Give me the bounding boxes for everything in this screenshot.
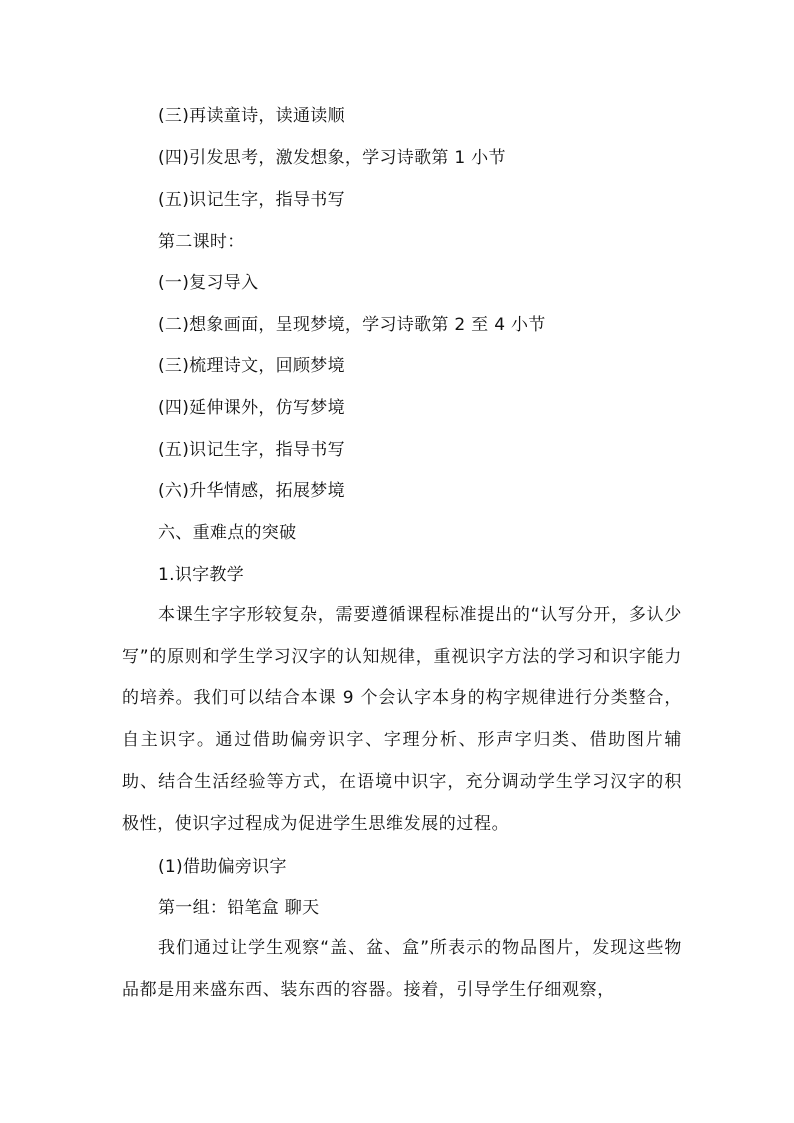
subsection-literacy-heading: 1.识字教学	[158, 565, 245, 585]
outline-item-3: (三)再读童诗，读通读顺	[158, 106, 345, 126]
group-one-title: 第一组：铅笔盒 聊天	[158, 898, 320, 918]
outline-item-4: (四)引发思考，激发想象，学习诗歌第 1 小节	[158, 148, 506, 168]
outline-item-5: (五)识记生字，指导书写	[158, 190, 345, 210]
observation-paragraph: 我们通过让学生观察“盖、盆、盒”所表示的物品图片，发现这些物品都是用来盛东西、装东西的容器。接着，引导学生仔细观察，	[122, 938, 682, 1000]
lesson-two-heading: 第二课时：	[158, 232, 245, 252]
lesson-two-item-5: (五)识记生字，指导书写	[158, 440, 345, 460]
section-six-heading: 六、重难点的突破	[158, 523, 297, 543]
radical-literacy-heading: (1)借助偏旁识字	[158, 857, 287, 877]
lesson-two-item-2: (二)想象画面，呈现梦境，学习诗歌第 2 至 4 小节	[158, 315, 546, 335]
lesson-two-item-6: (六)升华情感，拓展梦境	[158, 481, 345, 501]
lesson-two-item-1: (一)复习导入	[158, 273, 259, 293]
literacy-paragraph: 本课生字字形较复杂，需要遵循课程标准提出的“认写分开，多认少写”的原则和学生学习汉字的认知规律，重视识字方法的学习和识字能力的培养。我们可以结合本课 9 个会认字本身的构字规律进行分类整合，自主识字。通过借助偏旁识字、字理分析、形声字归类、借助图片辅助、结合生活经验等方式，在语境中识字，充分调动学生学习汉字的积极性，使识字过程成为促进学生思维发展的过程。	[122, 605, 682, 834]
lesson-two-item-4: (四)延伸课外，仿写梦境	[158, 398, 345, 418]
lesson-two-item-3: (三)梳理诗文，回顾梦境	[158, 356, 345, 376]
